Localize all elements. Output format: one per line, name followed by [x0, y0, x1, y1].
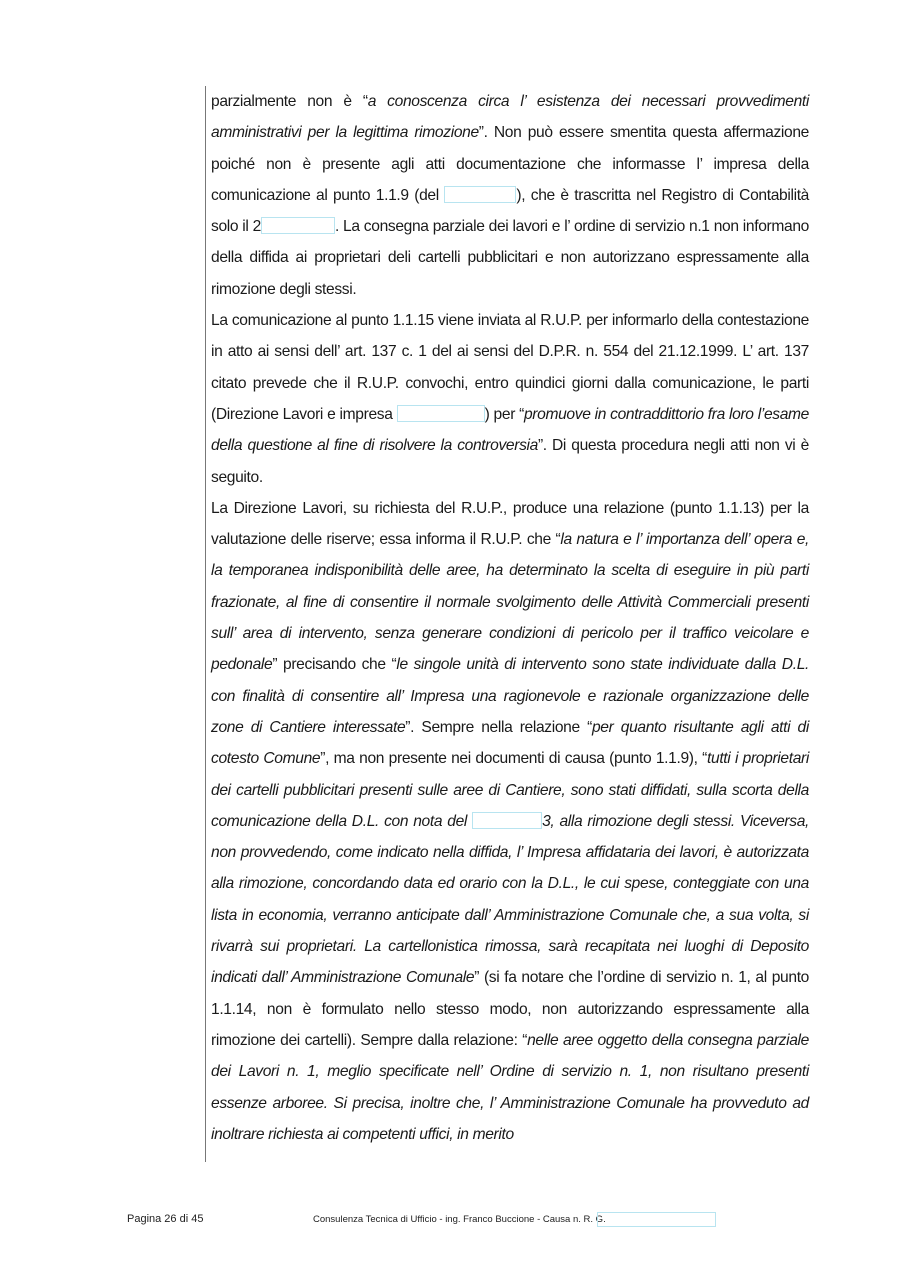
page-number: Pagina 26 di 45 [127, 1213, 204, 1225]
paragraph-3: La Direzione Lavori, su richiesta del R.U.P., produce una relazione (punto 1.1.13) per la valutazione delle riserve; essa informa il R.U.P. che “la natura e l’ importanza dell’ opera e, la temporanea indisponibilità delle aree, ha determinato la scelta di eseguire in più parti frazionate, al fine di consentire il normale svolgimento delle Attività Commerciali presenti sull’ area di intervento, senza generare condizioni di pericolo per il traffico veicolare e pedonale” precisando che “le singole unità di intervento sono state individuate dalla D.L. con finalità di consentire all’ Impresa una ragionevole e razionale organizzazione delle zone di Cantiere interessate”. Sempre nella relazione “per quanto risultante agli atti di cotesto Comune”, ma non presente nei documenti di causa (punto 1.1.9), “tutti i proprietari dei cartelli pubblicitari presenti sulle aree di Cantiere, sono stati diffidati, sulla scorta della comunicazione della D.L. con nota del 3, alla rimozione degli stessi. Viceversa, non provvedendo, come indicato nella diffida, l’ Impresa affidataria dei lavori, è autorizzata alla rimozione, concordando data ed orario con la D.L., le cui spese, conteggiate con una lista in economia, verranno anticipate dall’ Amministrazione Comunale che, a sua volta, si rivarrà sui proprietari. La cartellonistica rimossa, sarà recapitata nei luoghi di Deposito indicati dall’ Amministrazione Comunale” (si fa notare che l’ordine di servizio n. 1, al punto 1.1.14, non è formulato nello stesso modo, non autorizzando espressamente alla rimozione dei cartelli). Sempre dalla relazione: “nelle aree oggetto della consegna parziale dei Lavori n. 1, meglio specificate nell’ Ordine di servizio n. 1, non risultano presenti essenze arboree. Si precisa, inoltre che, l’ Amministrazione Comunale ha provveduto ad inoltrare richiesta ai competenti uffici, in merito [211, 499, 810, 1143]
document-body [211, 86, 809, 1150]
paragraph-2: La comunicazione al punto 1.1.15 viene inviata al R.U.P. per informarlo della contestazione in atto ai sensi dell’ art. 137 c. 1 del ai sensi del D.P.R. n. 554 del 21.12.1999. L’ art. 137 citato prevede che il R.U.P. convochi, entro quindici giorni dalla comunicazione, le parti (Direzione Lavori e impresa ) per “promuove in contraddittorio fra loro l’esame della questione al fine di risolvere la controversia”. Di questa procedura negli atti non vi è seguito. [211, 312, 810, 486]
left-margin-rule [205, 86, 206, 1162]
paragraph-1: parzialmente non è “a conoscenza circa l’ esistenza dei necessari provvedimenti amministrativi per la legittima rimozione”. Non può essere smentita questa affermazione poiché non è presente agli atti documentazione che informasse l’ impresa della comunicazione al punto 1.1.9 (del ), che è trascritta nel Registro di Contabilità solo il 2 . La consegna parziale dei lavori e l’ ordine di servizio n.1 non informano della diffida ai proprietari deli cartelli pubblicitari e non autorizzano espressamente alla rimozione degli stessi. [211, 93, 810, 298]
redacted-date [261, 217, 335, 234]
redacted-date [444, 186, 516, 203]
redacted-case-number [597, 1212, 716, 1227]
redacted-company-name [397, 405, 485, 422]
redacted-date [472, 812, 542, 829]
footer-caption: Consulenza Tecnica di Ufficio - ing. Franco Buccione - Causa n. R. G. [313, 1214, 606, 1225]
